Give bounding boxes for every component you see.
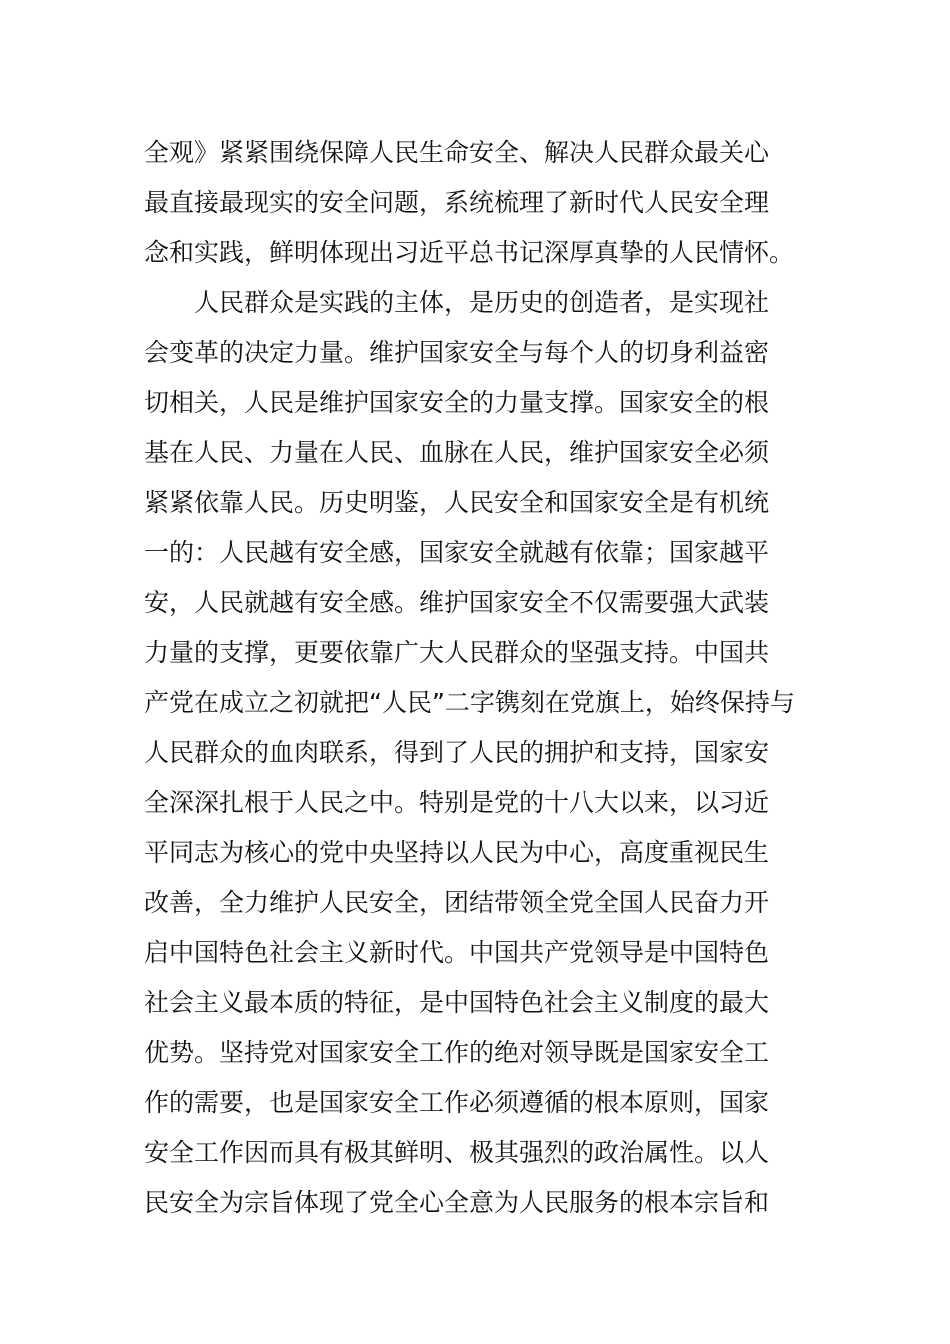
text-line: 基在人民、力量在人民、血脉在人民，维护国家安全必须 (144, 438, 770, 467)
text-line: 一的：人民越有安全感，国家安全就越有依靠；国家越平 (144, 538, 770, 567)
text-line: 全深深扎根于人民之中。特别是党的十八大以来，以习近 (144, 788, 770, 817)
text-line: 产党在成立之初就把“人民”二字镌刻在党旗上，始终保持与 (144, 688, 795, 717)
text-line: 安全工作因而具有极其鲜明、极其强烈的政治属性。以人 (144, 1138, 770, 1167)
text-line: 紧紧依靠人民。历史明鉴，人民安全和国家安全是有机统 (144, 488, 770, 517)
text-line: 最直接最现实的安全问题，系统梳理了新时代人民安全理 (144, 188, 770, 217)
body-text (144, 128, 824, 1228)
text-line: 社会主义最本质的特征，是中国特色社会主义制度的最大 (144, 988, 770, 1017)
text-line: 全观》紧紧围绕保障人民生命安全、解决人民群众最关心 (144, 138, 770, 167)
text-line: 启中国特色社会主义新时代。中国共产党领导是中国特色 (144, 938, 770, 967)
text-line: 优势。坚持党对国家安全工作的绝对领导既是国家安全工 (144, 1038, 770, 1067)
text-line: 平同志为核心的党中央坚持以人民为中心，高度重视民生 (144, 838, 770, 867)
text-line: 改善，全力维护人民安全，团结带领全党全国人民奋力开 (144, 888, 770, 917)
text-line: 人民群众的血肉联系，得到了人民的拥护和支持，国家安 (144, 738, 770, 767)
text-line: 安，人民就越有安全感。维护国家安全不仅需要强大武装 (144, 588, 770, 617)
text-line: 力量的支撑，更要依靠广大人民群众的坚强支持。中国共 (144, 638, 770, 667)
paragraph-first-line: 人民群众是实践的主体，是历史的创造者，是实现社 (194, 288, 770, 317)
text-line: 念和实践，鲜明体现出习近平总书记深厚真挚的人民情怀。 (144, 238, 795, 267)
text-line: 民安全为宗旨体现了党全心全意为人民服务的根本宗旨和 (144, 1188, 770, 1217)
text-line: 会变革的决定力量。维护国家安全与每个人的切身利益密 (144, 338, 770, 367)
text-line: 切相关，人民是维护国家安全的力量支撑。国家安全的根 (144, 388, 770, 417)
text-line: 作的需要，也是国家安全工作必须遵循的根本原则，国家 (144, 1088, 770, 1117)
